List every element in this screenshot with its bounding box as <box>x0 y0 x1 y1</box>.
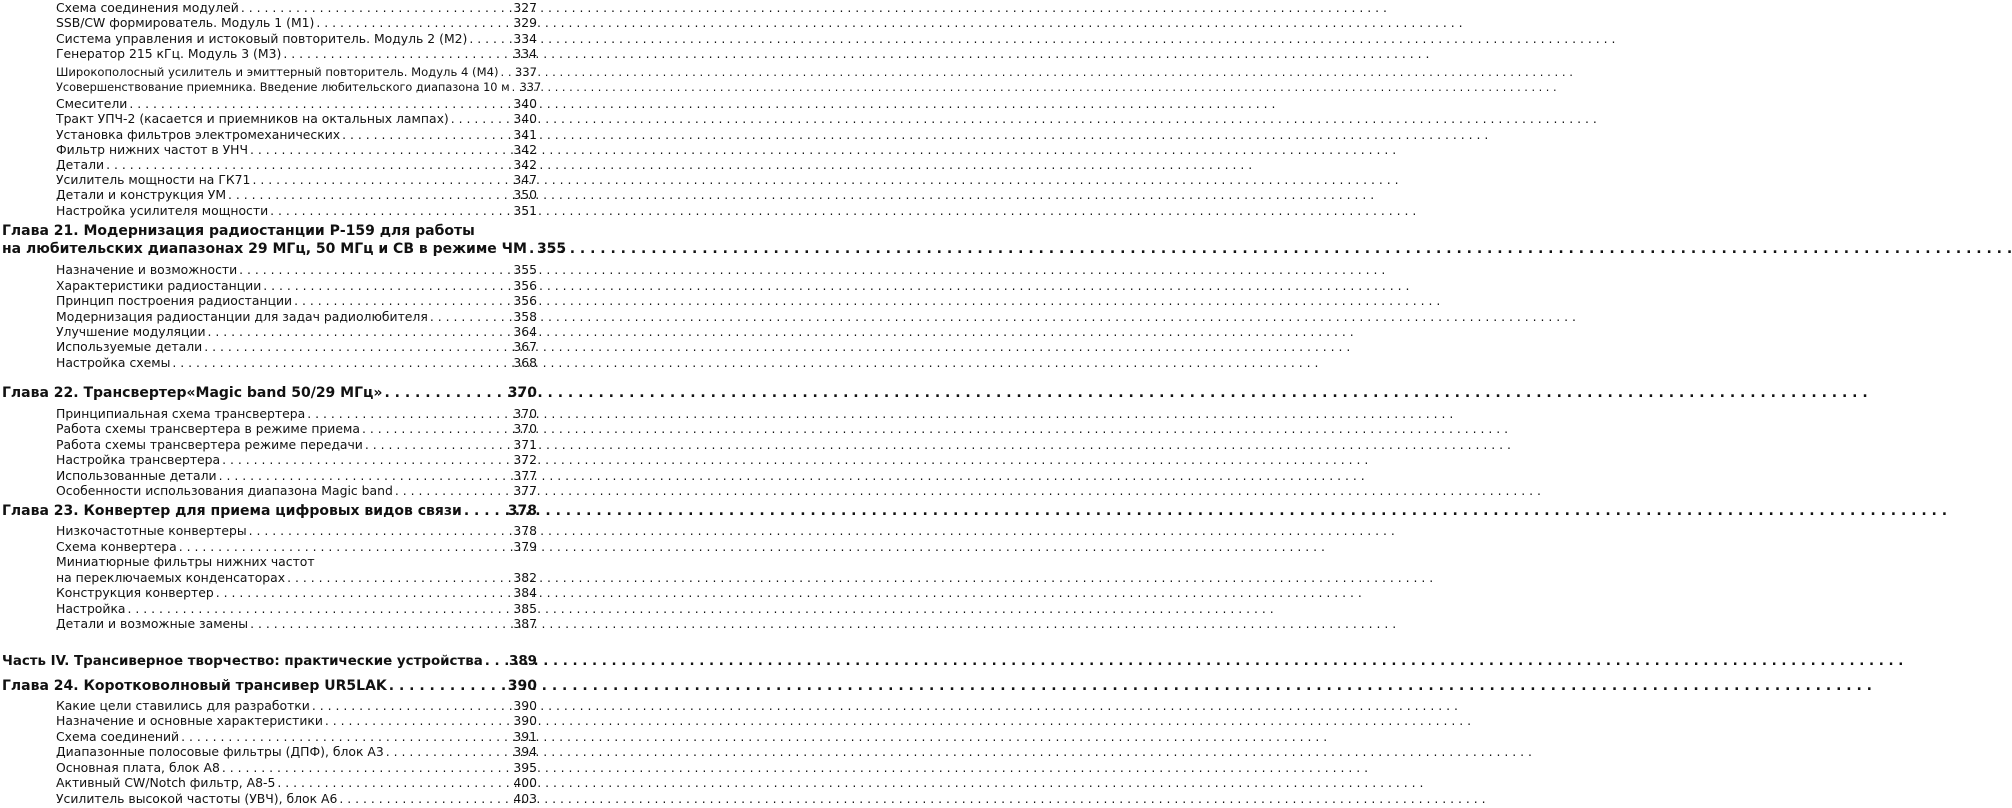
toc-entry[interactable] <box>56 309 537 324</box>
toc-entry-title: Система управления и истоковый повторитель. Модуль 2 (М2) <box>56 31 468 46</box>
toc-entry-title: Принципиальная схема трансвертера <box>56 406 306 421</box>
toc-entry-title: Настройка <box>56 601 126 616</box>
toc-entry-title: Принцип построения радиостанции <box>56 293 293 308</box>
toc-entry[interactable] <box>56 468 537 483</box>
dot-leader <box>294 293 511 308</box>
toc-entry-title: Работа схемы трансвертера режиме передачи <box>56 437 363 452</box>
dot-leader <box>342 127 511 142</box>
toc-entry-title: Какие цели ставились для разработки <box>56 698 310 713</box>
toc-entry[interactable] <box>56 65 537 80</box>
toc-entry-page: 340 <box>513 96 537 111</box>
toc-entry-title: Детали и возможные замены <box>56 616 249 631</box>
toc-entry[interactable] <box>56 729 537 744</box>
toc-entry-page: 370 <box>513 421 537 436</box>
toc-entry-title: Схема соединений <box>56 729 180 744</box>
chapter-heading-line[interactable] <box>2 222 537 240</box>
toc-entry-page: 371 <box>513 437 537 452</box>
toc-entry-title: Усилитель мощности на ГК71 <box>56 172 251 187</box>
toc-entry-page: 370 <box>513 406 537 421</box>
dot-leader <box>241 0 512 15</box>
toc-entry-page: 390 <box>513 698 537 713</box>
chapter-page: 378 <box>507 503 537 519</box>
dot-leader <box>430 309 512 324</box>
chapter-page: 390 <box>507 678 537 694</box>
toc-entry-page: 385 <box>513 601 537 616</box>
toc-entry-title: Схема соединения модулей <box>56 0 239 15</box>
chapter-title: Глава 21. Модернизация радиостанции Р-159 для работы <box>2 223 475 239</box>
dot-leader <box>395 483 512 498</box>
toc-entry-page: 403 <box>513 791 537 806</box>
toc-entry-title: Назначение и возможности <box>56 262 238 277</box>
toc-entry-page: 394 <box>513 744 537 759</box>
dot-leader <box>325 713 511 728</box>
toc-entry-page: 358 <box>513 309 537 324</box>
toc-entry[interactable] <box>56 80 542 95</box>
toc-entry-title: Детали и конструкция УМ <box>56 187 227 202</box>
dot-leader <box>228 187 511 202</box>
dot-leader <box>216 585 512 600</box>
toc-entry[interactable] <box>56 616 537 631</box>
chapter-heading[interactable] <box>2 240 567 258</box>
toc-entry-title: Широкополосный усилитель и эмиттерный повторитель. Модуль 4 (М4) <box>56 65 499 79</box>
toc-entry-page: 391 <box>513 729 537 744</box>
toc-entry[interactable] <box>56 262 537 277</box>
toc-entry-page: 337 <box>519 81 542 94</box>
dot-leader <box>219 468 512 483</box>
toc-entry-page: 395 <box>513 760 537 775</box>
toc-entry[interactable] <box>56 293 537 308</box>
toc-entry[interactable] <box>56 142 537 157</box>
toc-entry-title: Настройка усилителя мощности <box>56 203 269 218</box>
part-heading[interactable] <box>2 653 537 671</box>
toc-entry-title: Модернизация радиостанции для задач радиолюбителя <box>56 309 428 324</box>
toc-entry-page: 382 <box>513 570 537 585</box>
toc-entry-page: 350 <box>513 187 537 202</box>
toc-entry[interactable] <box>56 523 537 538</box>
dot-leader <box>312 698 512 713</box>
toc-entry-page: 334 <box>513 31 537 46</box>
toc-entry-title: Использованные детали <box>56 468 217 483</box>
dot-leader <box>500 65 512 80</box>
toc-entry-page: 347 <box>513 172 537 187</box>
toc-entry-title: Генератор 215 кГц. Модуль 3 (М3) <box>56 46 282 61</box>
toc-entry-page: 384 <box>513 585 537 600</box>
dot-leader <box>250 616 511 631</box>
dot-leader <box>222 452 511 467</box>
dot-leader <box>469 31 511 46</box>
dot-leader <box>384 384 505 402</box>
dot-leader <box>204 339 511 354</box>
toc-entry-page: 387 <box>513 616 537 631</box>
dot-leader <box>239 262 511 277</box>
toc-entry[interactable] <box>56 539 537 554</box>
toc-entry-page: 372 <box>513 452 537 467</box>
dot-leader <box>451 111 512 126</box>
toc-entry-page: 400 <box>513 775 537 790</box>
toc-entry-title: Миниатюрные фильтры нижних частот <box>56 554 315 569</box>
dot-leader <box>222 760 511 775</box>
toc-entry[interactable] <box>56 172 537 187</box>
toc-entry[interactable] <box>56 96 537 111</box>
toc-entry-title: Улучшение модуляции <box>56 324 206 339</box>
toc-entry[interactable] <box>56 339 537 354</box>
toc-entry-title: на переключаемых конденсаторах <box>56 570 286 585</box>
toc-entry-title: Низкочастотные конвертеры <box>56 523 247 538</box>
toc-entry-page: 341 <box>513 127 537 142</box>
dot-leader <box>512 80 518 95</box>
chapter-heading[interactable] <box>2 384 537 402</box>
toc-entry[interactable] <box>56 775 537 790</box>
toc-entry[interactable] <box>56 760 537 775</box>
toc-entry-title: Особенности использования диапазона Magic band <box>56 483 393 498</box>
dot-leader <box>129 96 511 111</box>
toc-entry-title: Активный CW/Notch фильтр, А8-5 <box>56 775 276 790</box>
dot-leader <box>365 437 511 452</box>
dot-leader <box>128 601 512 616</box>
table-of-contents-page <box>0 0 567 808</box>
toc-entry[interactable] <box>56 278 537 293</box>
toc-entry[interactable] <box>56 570 537 585</box>
toc-entry-title: Назначение и основные характеристики <box>56 713 323 728</box>
toc-entry-page: 337 <box>514 65 537 79</box>
toc-entry-page: 351 <box>513 203 537 218</box>
dot-leader <box>208 324 512 339</box>
toc-entry-title: Схема конвертера <box>56 539 177 554</box>
dot-leader <box>179 539 512 554</box>
toc-entry[interactable] <box>56 0 537 15</box>
part-title: Часть IV. Трансиверное творчество: практические устройства <box>2 654 483 669</box>
toc-entry[interactable] <box>56 203 537 218</box>
toc-entry-page: 378 <box>513 523 537 538</box>
chapter-title: Глава 22. Трансвертер«Magic band 50/29 МГц» <box>2 385 383 401</box>
toc-entry-title: Настройка схемы <box>56 355 171 370</box>
dot-leader <box>316 15 511 30</box>
toc-entry-title: Детали <box>56 157 105 172</box>
toc-entry-page: 377 <box>513 483 537 498</box>
chapter-heading[interactable] <box>2 502 537 520</box>
toc-entry-page: 367 <box>513 339 537 354</box>
toc-entry-title: Основная плата, блок А8 <box>56 760 220 775</box>
toc-entry-title: SSB/CW формирователь. Модуль 1 (М1) <box>56 15 315 30</box>
toc-entry-page: 329 <box>513 15 537 30</box>
chapter-heading[interactable] <box>2 677 537 695</box>
toc-entry-page: 368 <box>513 355 537 370</box>
toc-entry[interactable] <box>56 31 537 46</box>
toc-entry[interactable] <box>56 406 537 421</box>
dot-leader <box>172 355 511 370</box>
dot-leader <box>181 729 511 744</box>
toc-entry-page: 356 <box>513 293 537 308</box>
dot-leader <box>250 142 511 157</box>
toc-entry-page: 355 <box>513 262 537 277</box>
toc-entry-title: Усилитель высокой частоты (УВЧ), блок А6 <box>56 791 338 806</box>
toc-entry-page: 364 <box>513 324 537 339</box>
dot-leader <box>252 172 511 187</box>
toc-entry-title: Тракт УПЧ-2 (касается и приемников на октальных лампах) <box>56 111 449 126</box>
toc-entry[interactable] <box>56 157 537 172</box>
toc-entry-page: 327 <box>513 0 537 15</box>
toc-entry-title: Усовершенствование приемника. Введение любительского диапазона 10 м <box>56 81 510 94</box>
chapter-title: Глава 23. Конвертер для приема цифровых видов связи <box>2 503 462 519</box>
toc-entry[interactable] <box>56 452 537 467</box>
dot-leader <box>529 240 535 258</box>
toc-entry-title: Характеристики радиостанции <box>56 278 262 293</box>
dot-leader <box>277 775 511 790</box>
dot-leader <box>362 421 511 436</box>
toc-entry[interactable] <box>56 437 537 452</box>
toc-entry[interactable] <box>56 585 537 600</box>
toc-entry-page: 390 <box>513 713 537 728</box>
toc-entry[interactable] <box>56 111 537 126</box>
toc-entry-title: Фильтр нижних частот в УНЧ <box>56 142 248 157</box>
part-page: 389 <box>509 654 537 669</box>
toc-entry[interactable] <box>56 46 537 61</box>
dot-leader <box>485 653 507 671</box>
dot-leader <box>307 406 511 421</box>
toc-entry[interactable] <box>56 421 537 436</box>
toc-entry-page: 342 <box>513 157 537 172</box>
dot-leader <box>270 203 511 218</box>
toc-entry-title: Диапазонные полосовые фильтры (ДПФ), блок А3 <box>56 744 384 759</box>
toc-entry[interactable] <box>56 601 537 616</box>
toc-entry-title: Конструкция конвертер <box>56 585 214 600</box>
dot-leader <box>389 677 506 695</box>
dot-leader <box>106 157 511 172</box>
toc-entry-page: 334 <box>513 46 537 61</box>
toc-entry[interactable] <box>56 791 537 806</box>
chapter-title: Глава 24. Коротковолновый трансивер UR5LAK <box>2 678 387 694</box>
toc-entry-title: Установка фильтров электромеханических <box>56 127 341 142</box>
dot-leader <box>249 523 512 538</box>
toc-entry-page: 340 <box>513 111 537 126</box>
toc-entry-page: 377 <box>513 468 537 483</box>
toc-entry[interactable] <box>56 127 537 142</box>
dot-leader <box>464 502 506 520</box>
chapter-page: 370 <box>507 385 537 401</box>
toc-entry[interactable] <box>56 483 537 498</box>
toc-entry-page: 379 <box>513 539 537 554</box>
toc-entry-title: Настройка трансвертера <box>56 452 221 467</box>
toc-entry[interactable] <box>56 324 537 339</box>
toc-entry-title: Смесители <box>56 96 128 111</box>
dot-leader <box>287 570 511 585</box>
toc-entry[interactable] <box>56 15 537 30</box>
toc-entry-page: 342 <box>513 142 537 157</box>
toc-entry[interactable] <box>56 744 537 759</box>
chapter-page: 355 <box>536 241 567 257</box>
toc-entry-page: 356 <box>513 278 537 293</box>
toc-entry[interactable] <box>56 355 537 370</box>
toc-entry <box>56 554 537 569</box>
toc-entry-title: Используемые детали <box>56 339 203 354</box>
toc-entry-title: Работа схемы трансвертера в режиме приема <box>56 421 360 436</box>
dot-leader <box>283 46 511 61</box>
chapter-title-cont: на любительских диапазонах 29 МГц, 50 МГц и СВ в режиме ЧМ <box>2 241 527 257</box>
dot-leader <box>339 791 511 806</box>
dot-leader <box>263 278 511 293</box>
toc-entry[interactable] <box>56 713 537 728</box>
dot-leader <box>386 744 512 759</box>
toc-entry[interactable] <box>56 698 537 713</box>
toc-entry[interactable] <box>56 187 537 202</box>
